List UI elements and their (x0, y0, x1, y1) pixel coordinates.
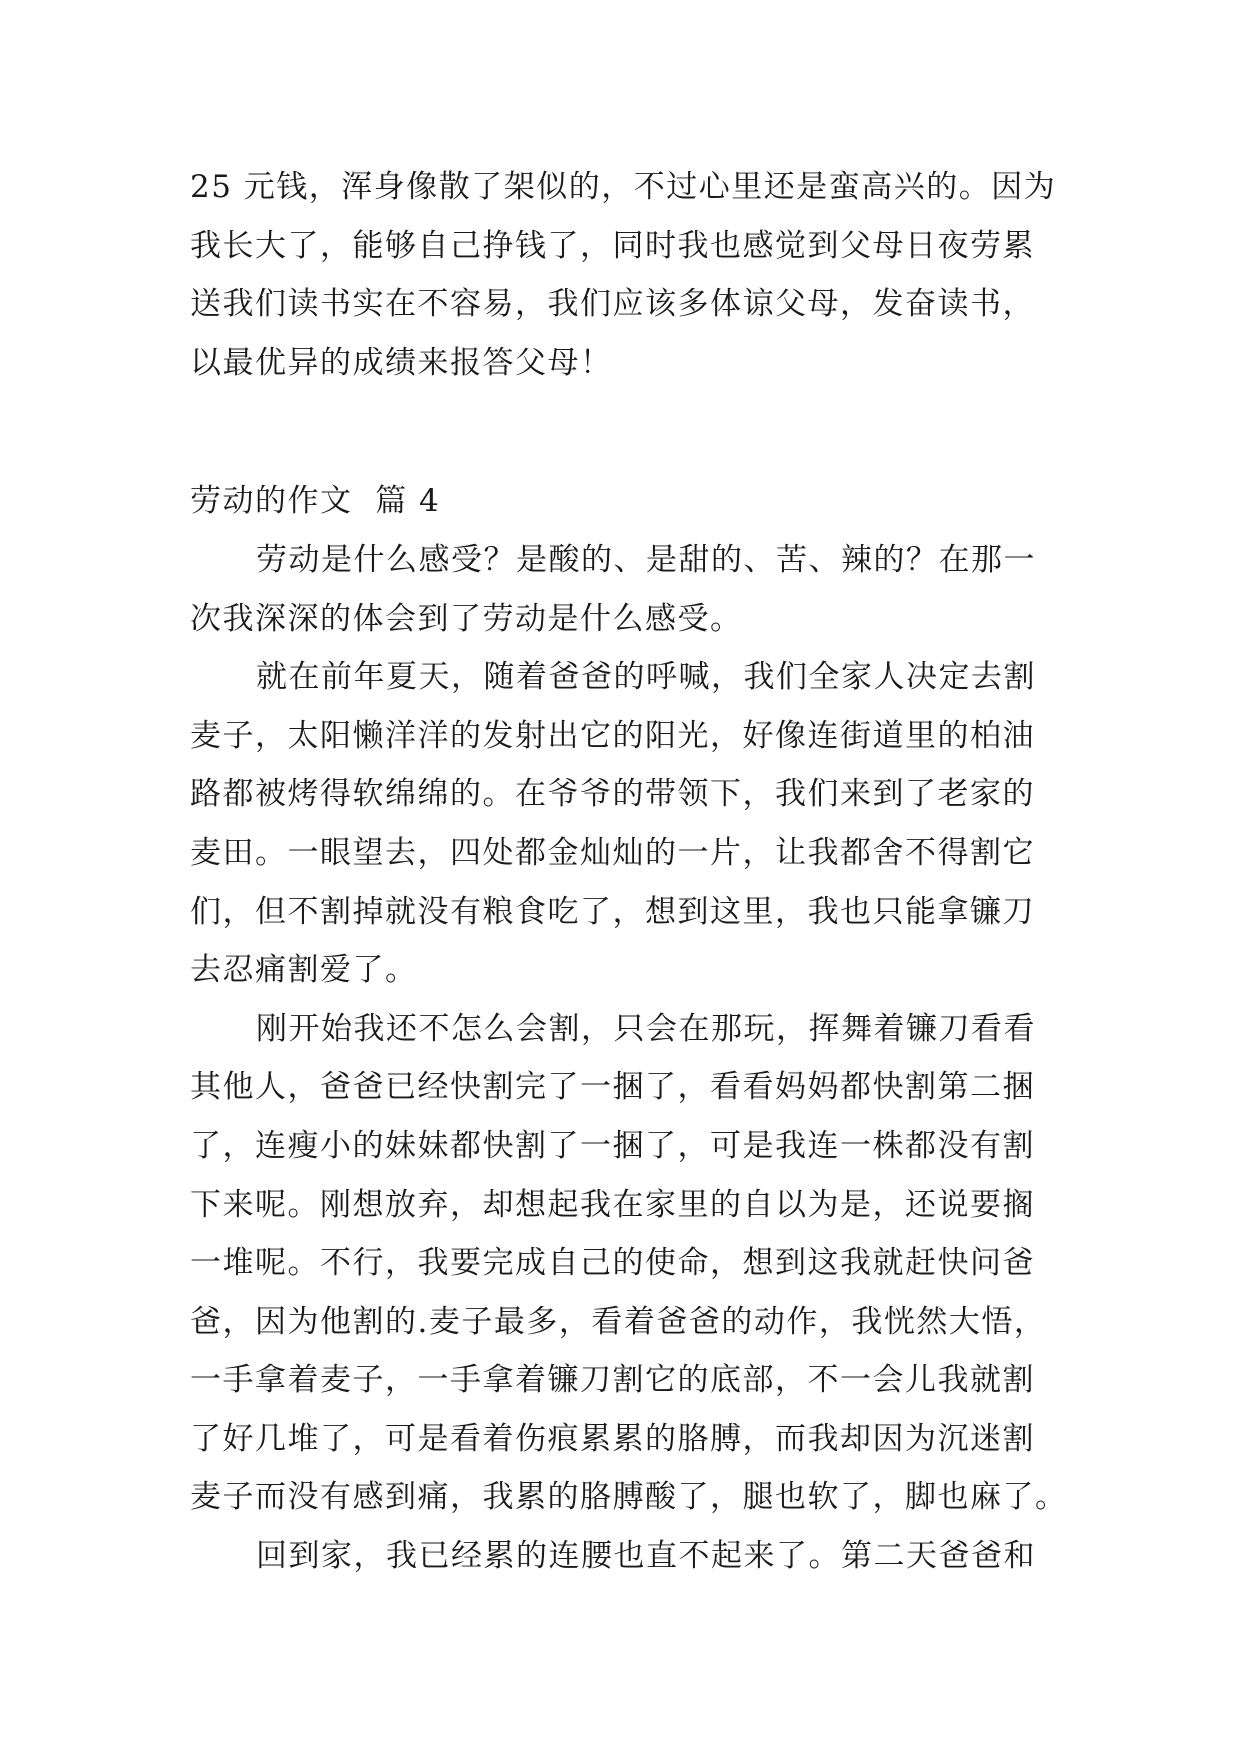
text-line: 了好几堆了，可是看着伤痕累累的胳膊，而我却因为沉迷割 (190, 1420, 1035, 1457)
continued-paragraph (190, 158, 1070, 392)
text-line: 其他人，爸爸已经快割完了一捆了，看看妈妈都快割第二捆 (190, 1069, 1035, 1106)
text-line: 劳动是什么感受？是酸的、是甜的、苦、辣的？在那一 (256, 541, 1036, 578)
text-line: 爸，因为他割的.麦子最多，看着爸爸的动作，我恍然大悟， (190, 1303, 1047, 1340)
text-line: 路都被烤得软绵绵的。在爷爷的带领下，我们来到了老家的 (190, 776, 1035, 813)
section-gap (190, 392, 1070, 472)
text-line: 了，连瘦小的妹妹都快割了一捆了，可是我连一株都没有割 (190, 1127, 1035, 1164)
text-line: 一手拿着麦子，一手拿着镰刀割它的底部，不一会儿我就割 (190, 1362, 1035, 1399)
text-line: 以最优异的成绩来报答父母！ (190, 344, 613, 381)
paragraph-2 (190, 648, 1070, 1000)
text-line: 送我们读书实在不容易，我们应该多体谅父母，发奋读书， (190, 286, 1035, 323)
paragraph-1 (190, 531, 1070, 648)
text-line: 25 元钱，浑身像散了架似的，不过心里还是蛮高兴的。因为 (190, 169, 1057, 205)
section-title: 劳动的作文 篇 4 (190, 483, 441, 520)
text-line: 下来呢。刚想放弃，却想起我在家里的自以为是，还说要搁 (190, 1186, 1035, 1223)
text-line: 一堆呢。不行，我要完成自己的使命，想到这我就赶快问爸 (190, 1245, 1035, 1282)
text-line: 我长大了，能够自己挣钱了，同时我也感觉到父母日夜劳累 (190, 227, 1035, 264)
text-line: 麦子，太阳懒洋洋的发射出它的阳光，好像连街道里的柏油 (190, 717, 1035, 754)
document-page (190, 158, 1070, 1586)
text-line: 刚开始我还不怎么会割，只会在那玩，挥舞着镰刀看看 (256, 1010, 1036, 1047)
paragraph-3 (190, 1000, 1070, 1527)
text-line: 次我深深的体会到了劳动是什么感受。 (190, 600, 743, 637)
text-line: 去忍痛割爱了。 (190, 952, 418, 989)
paragraph-4 (190, 1527, 1070, 1586)
text-line: 回到家，我已经累的连腰也直不起来了。第二天爸爸和 (256, 1538, 1036, 1575)
text-line: 就在前年夏天，随着爸爸的呼喊，我们全家人决定去割 (256, 659, 1036, 696)
text-line: 麦子而没有感到痛，我累的胳膊酸了，腿也软了，脚也麻了。 (190, 1479, 1068, 1516)
text-line: 麦田。一眼望去，四处都金灿灿的一片，让我都舍不得割它 (190, 834, 1035, 871)
text-line: 们，但不割掉就没有粮食吃了，想到这里，我也只能拿镰刀 (190, 893, 1035, 930)
